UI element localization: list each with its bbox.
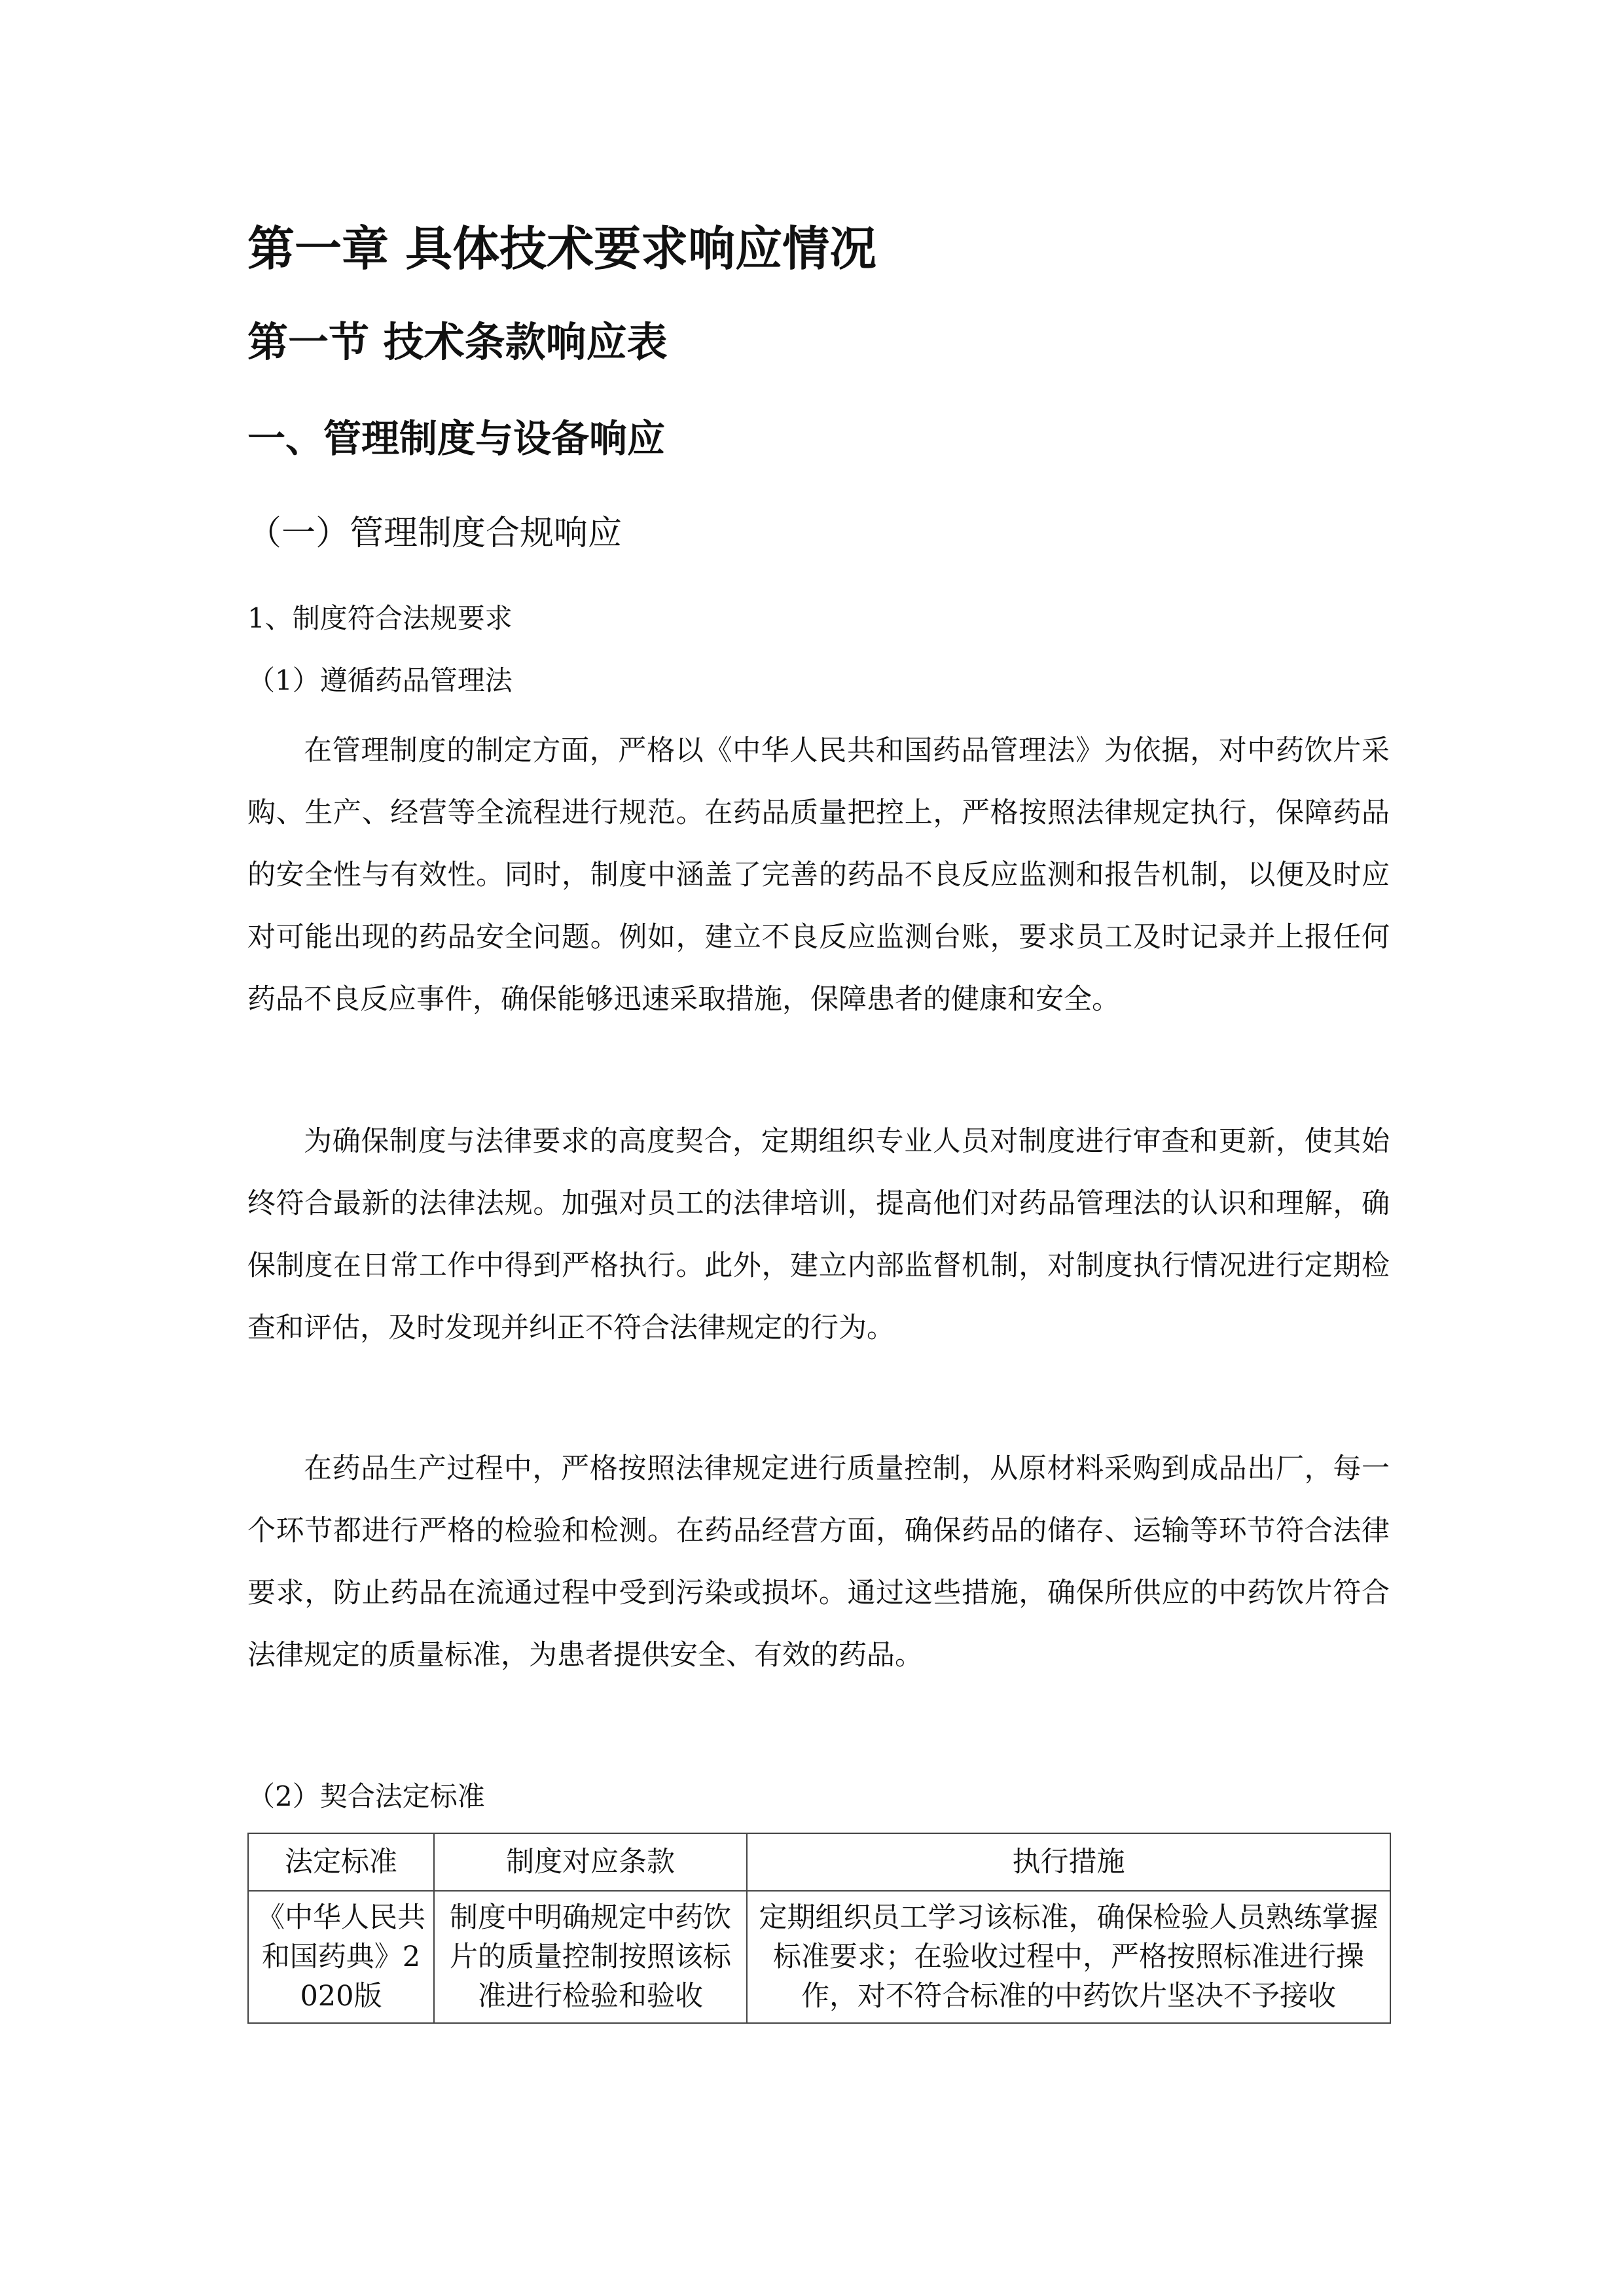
subsection-title: 一、管理制度与设备响应 bbox=[247, 416, 666, 461]
table-header-cell: 制度对应条款 bbox=[434, 1833, 747, 1891]
table-cell: 制度中明确规定中药饮片的质量控制按照该标准进行检验和验收 bbox=[434, 1891, 747, 2023]
subitem-title: （2）契合法定标准 bbox=[247, 1780, 485, 1812]
table-row bbox=[248, 1891, 1390, 2023]
section-title: 第一节 技术条款响应表 bbox=[247, 318, 668, 366]
table-cell: 定期组织员工学习该标准，确保检验人员熟练掌握标准要求；在验收过程中，严格按照标准进行操作，对不符合标准的中药饮片坚决不予接收 bbox=[747, 1891, 1390, 2023]
table-header-cell: 执行措施 bbox=[747, 1833, 1390, 1891]
table-header-cell: 法定标准 bbox=[248, 1833, 434, 1891]
standards-table bbox=[247, 1833, 1391, 2024]
table-cell: 《中华人民共和国药典》2020版 bbox=[248, 1891, 434, 2023]
paragraph: 为确保制度与法律要求的高度契合，定期组织专业人员对制度进行审查和更新，使其始终符合最新的法律法规。加强对员工的法律培训，提高他们对药品管理法的认识和理解，确保制度在日常工作中得到严格执行。此外，建立内部监督机制，对制度执行情况进行定期检查和评估，及时发现并纠正不符合法律规定的行为。 bbox=[247, 1125, 1390, 1344]
subitem-title: （1）遵循药品管理法 bbox=[247, 664, 513, 696]
paragraph: 在药品生产过程中，严格按照法律规定进行质量控制，从原材料采购到成品出厂，每一个环节都进行严格的检验和检测。在药品经营方面，确保药品的储存、运输等环节符合法律要求，防止药品在流通过程中受到污染或损坏。通过这些措施，确保所供应的中药饮片符合法律规定的质量标准，为患者提供安全、有效的药品。 bbox=[247, 1452, 1390, 1672]
subsubsection-title: （一）管理制度合规响应 bbox=[247, 514, 623, 553]
item-title: 1、制度符合法规要求 bbox=[247, 602, 513, 634]
paragraph: 在管理制度的制定方面，严格以《中华人民共和国药品管理法》为依据，对中药饮片采购、生产、经营等全流程进行规范。在药品质量把控上，严格按照法律规定执行，保障药品的安全性与有效性。同时，制度中涵盖了完善的药品不良反应监测和报告机制，以便及时应对可能出现的药品安全问题。例如，建立不良反应监测台账，要求员工及时记录并上报任何药品不良反应事件，确保能够迅速采取措施，保障患者的健康和安全。 bbox=[247, 734, 1390, 1016]
table-header-row bbox=[248, 1833, 1390, 1891]
chapter-title: 第一章 具体技术要求响应情况 bbox=[247, 221, 877, 276]
